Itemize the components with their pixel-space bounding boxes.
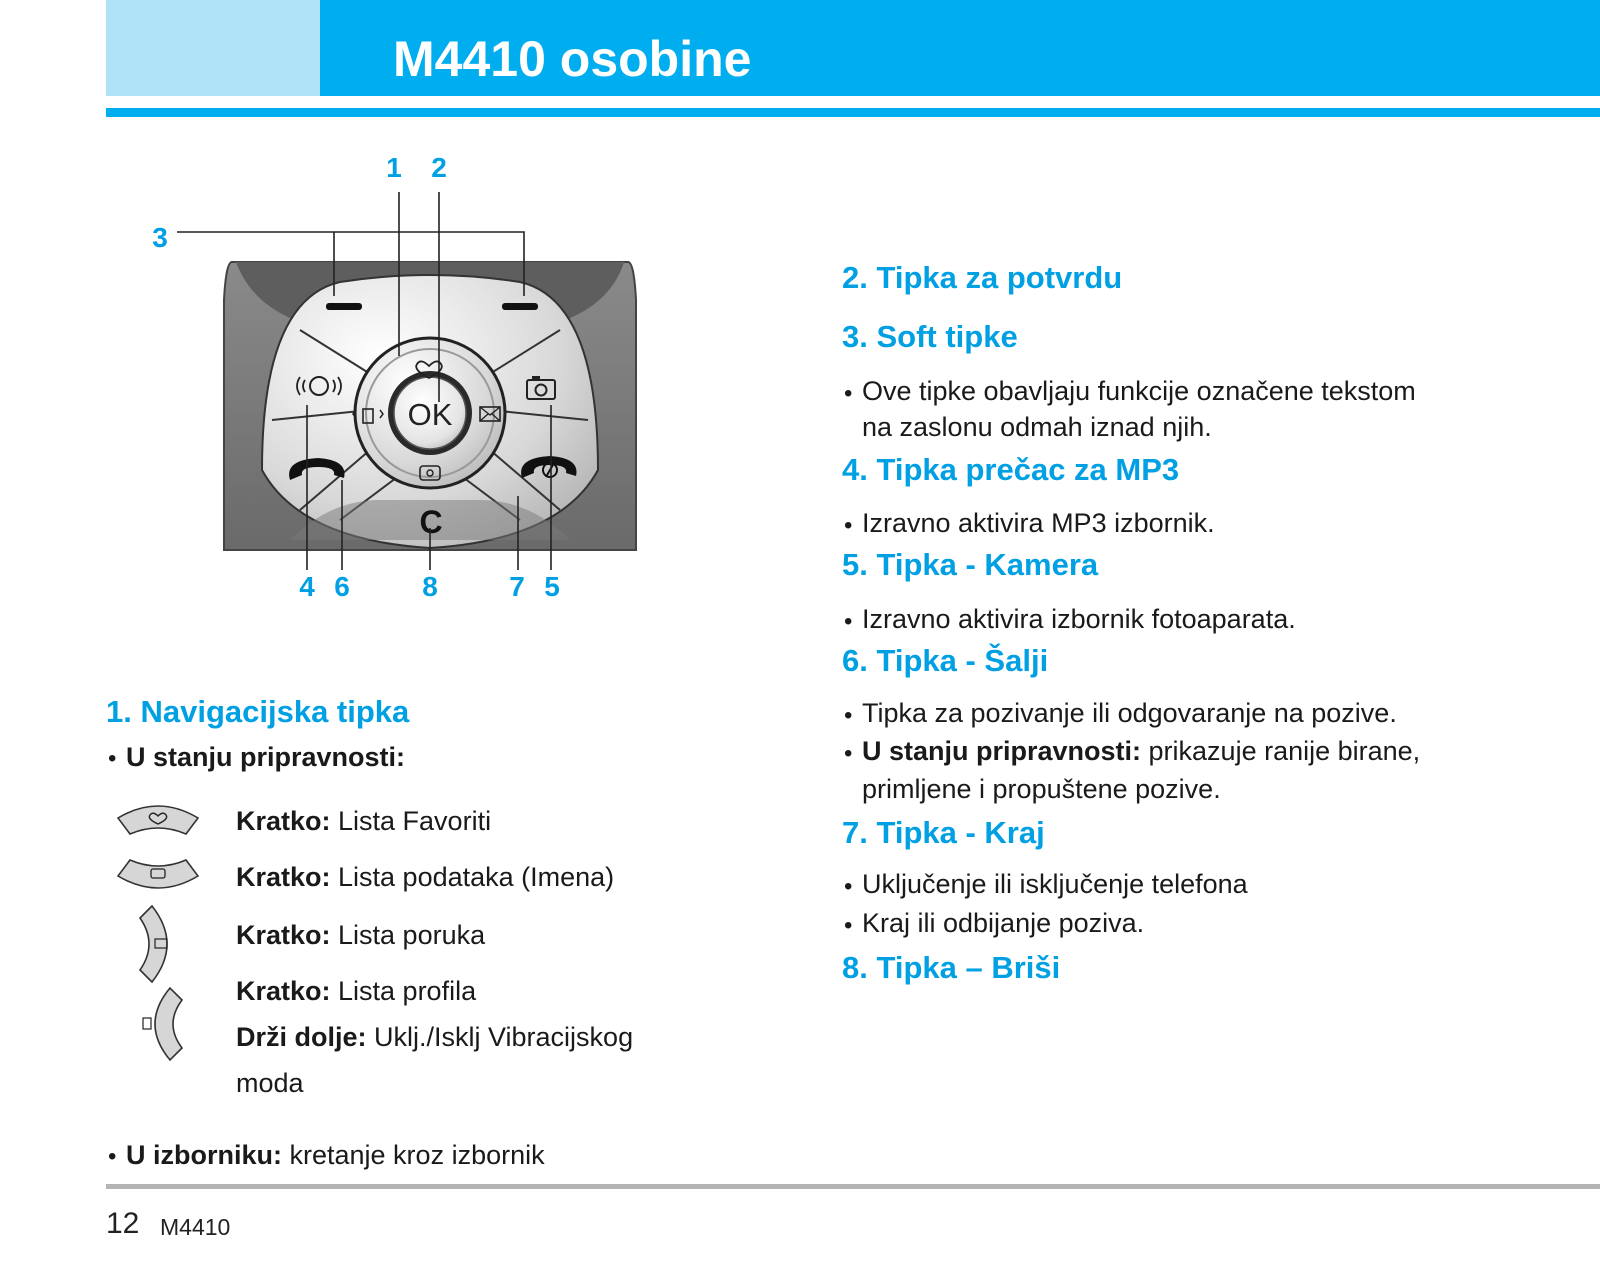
section-5-line1: Izravno aktivira izbornik fotoaparata. (862, 604, 1296, 634)
callout-4: 4 (299, 571, 315, 602)
section-6-line1: Tipka za pozivanje ili odgovaranje na pozive. (862, 698, 1397, 728)
bullet: • (844, 380, 853, 407)
nav-down-key-icon (118, 860, 198, 888)
section-7-heading: 7. Tipka - Kraj (842, 815, 1045, 850)
nav-row-vibrate-cont: moda (236, 1068, 304, 1098)
clear-key-label: C (419, 504, 443, 540)
standby-label: U stanju pripravnosti: (126, 742, 406, 772)
nav-left-key-icon (143, 988, 182, 1060)
bullet: • (844, 608, 853, 635)
section-2-heading: 2. Tipka za potvrdu (842, 260, 1123, 295)
section-3-line2: na zaslonu odmah iznad njih. (862, 412, 1212, 442)
section-6-line2: U stanju pripravnosti: prikazuje ranije birane, (862, 736, 1421, 766)
bullet: • (844, 873, 853, 900)
bullet: • (844, 512, 853, 539)
section-3-heading: 3. Soft tipke (842, 319, 1018, 354)
callout-6: 6 (334, 571, 350, 602)
nav-row-profiles: Kratko: Lista profila (236, 976, 477, 1006)
section-8-heading: 8. Tipka – Briši (842, 950, 1061, 985)
bullet: • (844, 702, 853, 729)
callout-8: 8 (422, 571, 438, 602)
section-4-line1: Izravno aktivira MP3 izbornik. (862, 508, 1215, 538)
nav-row-vibrate: Drži dolje: Uklj./Isklj Vibracijskog (236, 1022, 634, 1052)
ok-label: OK (407, 397, 453, 432)
nav-right-key-icon (140, 906, 167, 982)
bullet: • (844, 740, 853, 767)
bullet: • (844, 912, 853, 939)
section-7-line1: Uključenje ili isključenje telefona (862, 869, 1248, 899)
section-5-heading: 5. Tipka - Kamera (842, 547, 1099, 582)
callout-2: 2 (431, 152, 447, 183)
page-number: 12 (106, 1207, 140, 1240)
callout-7: 7 (509, 571, 525, 602)
callout-3: 3 (152, 222, 168, 253)
nav-row-favorites: Kratko: Lista Favoriti (236, 806, 492, 836)
section-7-line2: Kraj ili odbijanje poziva. (862, 908, 1145, 938)
section-3-line1: Ove tipke obavljaju funkcije označene tekstom (862, 376, 1416, 406)
section-6-line3: primljene i propuštene pozive. (862, 774, 1221, 804)
menu-line: U izborniku: kretanje kroz izbornik (126, 1140, 545, 1170)
section-6-heading: 6. Tipka - Šalji (842, 643, 1049, 678)
bullet: • (108, 1143, 117, 1170)
footer-model: M4410 (160, 1214, 231, 1240)
section-4-heading: 4. Tipka prečac za MP3 (842, 452, 1180, 487)
callout-1: 1 (386, 152, 402, 183)
bullet: • (108, 745, 117, 772)
nav-row-messages: Kratko: Lista poruka (236, 920, 486, 950)
footer-rule (106, 1184, 1600, 1189)
callout-5: 5 (544, 571, 560, 602)
nav-key-heading: 1. Navigacijska tipka (106, 694, 410, 729)
nav-row-contacts: Kratko: Lista podataka (Imena) (236, 862, 615, 892)
nav-up-key-icon (118, 806, 198, 834)
page-title: M4410 osobine (393, 31, 752, 87)
